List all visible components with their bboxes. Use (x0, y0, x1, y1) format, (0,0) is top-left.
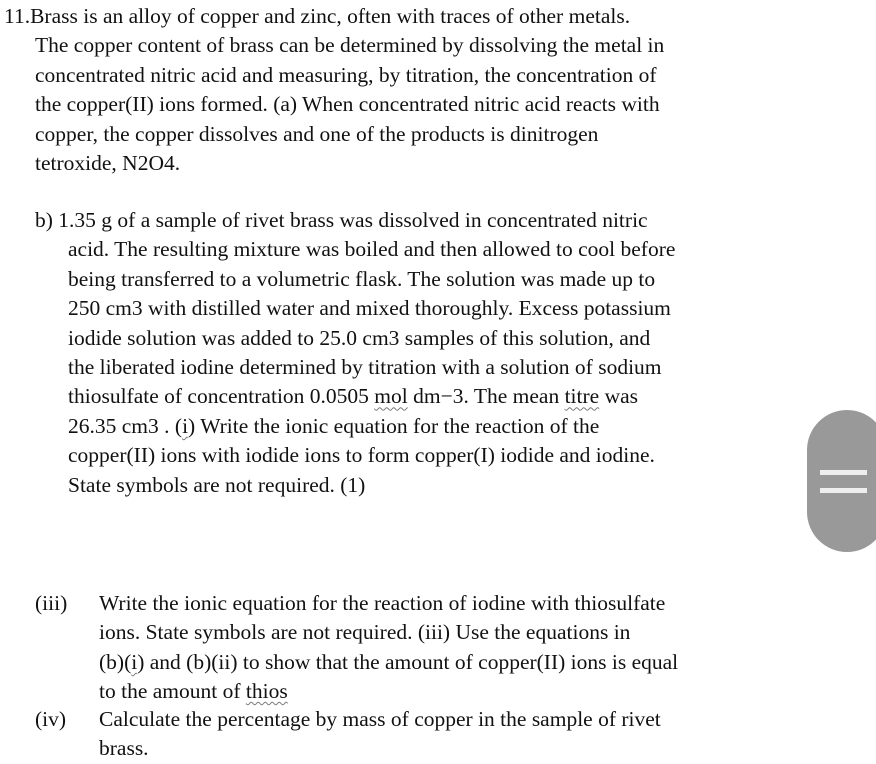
text-line (35, 382, 675, 411)
text: 26.35 cm3 . ( (68, 413, 183, 438)
text-line: copper, the copper dissolves and one of the products is dinitrogen (35, 121, 599, 146)
text-line: b) 1.35 g of a sample of rivet brass was dissolved in concentrated nitric (35, 208, 648, 232)
text-line: copper(II) ions with iodide ions to form copper(I) iodide and iodine. (68, 443, 655, 468)
text-line: being transferred to a volumetric flask. The solution was made up to (68, 266, 656, 291)
text-line: concentrated nitric acid and measuring, by titration, the concentration of (35, 62, 657, 87)
text-line: Write the ionic equation for the reaction of iodine with thiosulfate (99, 591, 666, 615)
text-line: tetroxide, N2O4. (35, 151, 181, 176)
text-line: the liberated iodine determined by titration with a solution of sodium (68, 355, 662, 380)
text-line: 11.Brass is an alloy of copper and zinc, often with traces of other metals. (4, 4, 631, 28)
text-line: The copper content of brass can be determined by dissolving the metal in (35, 33, 665, 58)
item-label: (iii) (35, 591, 68, 615)
text-line: ions. State symbols are not required. (iii) Use the equations in (99, 620, 631, 645)
text-line: acid. The resulting mixture was boiled and then allowed to cool before (68, 237, 676, 262)
spell-flag: i (131, 649, 138, 674)
spell-flag: i (182, 413, 189, 438)
text-line: brass. (99, 736, 149, 761)
text-line: Calculate the percentage by mass of copper in the sample of rivet (99, 707, 661, 731)
text-line: iodide solution was added to 25.0 cm3 samples of this solution, and (68, 325, 651, 350)
text: ) and (b)(ii) to show that the amount of copper(II) ions is equal (137, 649, 679, 674)
text-line: the copper(II) ions formed. (a) When concentrated nitric acid reacts with (35, 92, 660, 117)
pause-button[interactable] (807, 410, 876, 552)
text-line (35, 648, 678, 677)
text: ) Write the ionic equation for the reaction of the (188, 413, 600, 438)
spell-flag: titre (564, 384, 600, 409)
text: to the amount of (99, 679, 246, 704)
text: was (599, 384, 639, 409)
spell-flag: thios (245, 679, 288, 704)
text-line: 250 cm3 with distilled water and mixed thoroughly. Excess potassium (68, 296, 671, 321)
text-line (35, 677, 678, 706)
text: (b)( (99, 649, 132, 674)
part-iii (35, 589, 678, 707)
text-line (35, 412, 675, 441)
question-11-intro (4, 2, 664, 178)
part-iv (35, 705, 661, 764)
text-line: State symbols are not required. (1) (68, 472, 366, 497)
item-label: (iv) (35, 707, 67, 731)
part-b (35, 206, 675, 500)
text: thiosulfate of concentration 0.0505 (68, 384, 375, 409)
spell-flag: mol (374, 384, 408, 409)
text: dm−3. The mean (407, 384, 565, 409)
